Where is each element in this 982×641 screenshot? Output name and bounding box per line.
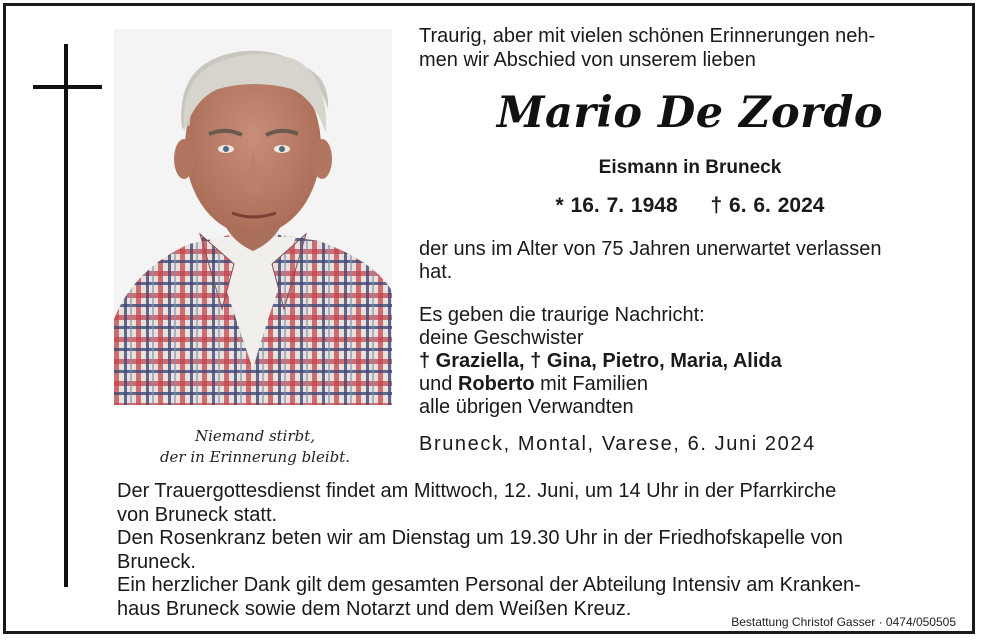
cross-icon — [64, 44, 68, 587]
funeral-details — [117, 480, 962, 621]
mourners-line: Es geben die traurige Nachricht: — [419, 304, 705, 326]
details-line: von Bruneck statt. — [117, 503, 278, 526]
portrait-photo — [114, 29, 392, 405]
memorial-quote — [124, 426, 386, 468]
place-date: Bruneck, Montal, Varese, 6. Juni 2024 — [419, 433, 816, 455]
mourners-text: mit Familien — [534, 373, 648, 395]
intro-line: Traurig, aber mit vielen schönen Erinnerungen neh- — [419, 25, 876, 47]
mourners-list — [419, 304, 964, 419]
cross-icon-bar — [33, 85, 102, 89]
funeral-home-credit: Bestattung Christof Gasser · 0474/050505 — [731, 615, 956, 629]
intro-text — [419, 24, 961, 72]
death-date: † 6. 6. 2024 — [710, 194, 825, 217]
mourners-line: deine Geschwister — [419, 327, 584, 349]
details-line: Ein herzlicher Dank gilt dem gesamten Personal der Abteilung Intensiv am Kranken- — [117, 574, 861, 596]
age-text — [419, 238, 964, 284]
details-line: Den Rosenkranz beten wir am Dienstag um 19.30 Uhr in der Friedhofskapelle von — [117, 527, 843, 549]
age-line: hat. — [419, 261, 453, 283]
quote-line: Niemand stirbt, — [194, 427, 316, 445]
birth-date: * 16. 7. 1948 — [555, 194, 678, 217]
mourners-line: alle übrigen Verwandten — [419, 396, 634, 418]
mourners-text: und — [419, 373, 458, 395]
details-line: Der Trauergottesdienst findet am Mittwoch, 12. Juni, um 14 Uhr in der Pfarrkirche — [117, 480, 837, 502]
life-dates — [419, 194, 961, 218]
mourners-line — [419, 373, 964, 396]
details-line: Bruneck. — [117, 550, 196, 573]
quote-line: der in Erinnerung bleibt. — [159, 448, 351, 466]
occupation: Eismann in Bruneck — [598, 157, 782, 178]
intro-line: men wir Abschied von unserem lieben — [419, 49, 756, 71]
age-line: der uns im Alter von 75 Jahren unerwartet verlassen — [419, 238, 882, 260]
obituary-frame — [3, 3, 975, 634]
sibling-name-bold: Roberto — [457, 373, 535, 395]
details-line: haus Bruneck sowie dem Notarzt und dem Weißen Kreuz. — [117, 597, 632, 620]
deceased-name: Mario De Zordo — [496, 88, 884, 138]
siblings-names: † Graziella, † Gina, Pietro, Maria, Alida — [419, 350, 782, 372]
